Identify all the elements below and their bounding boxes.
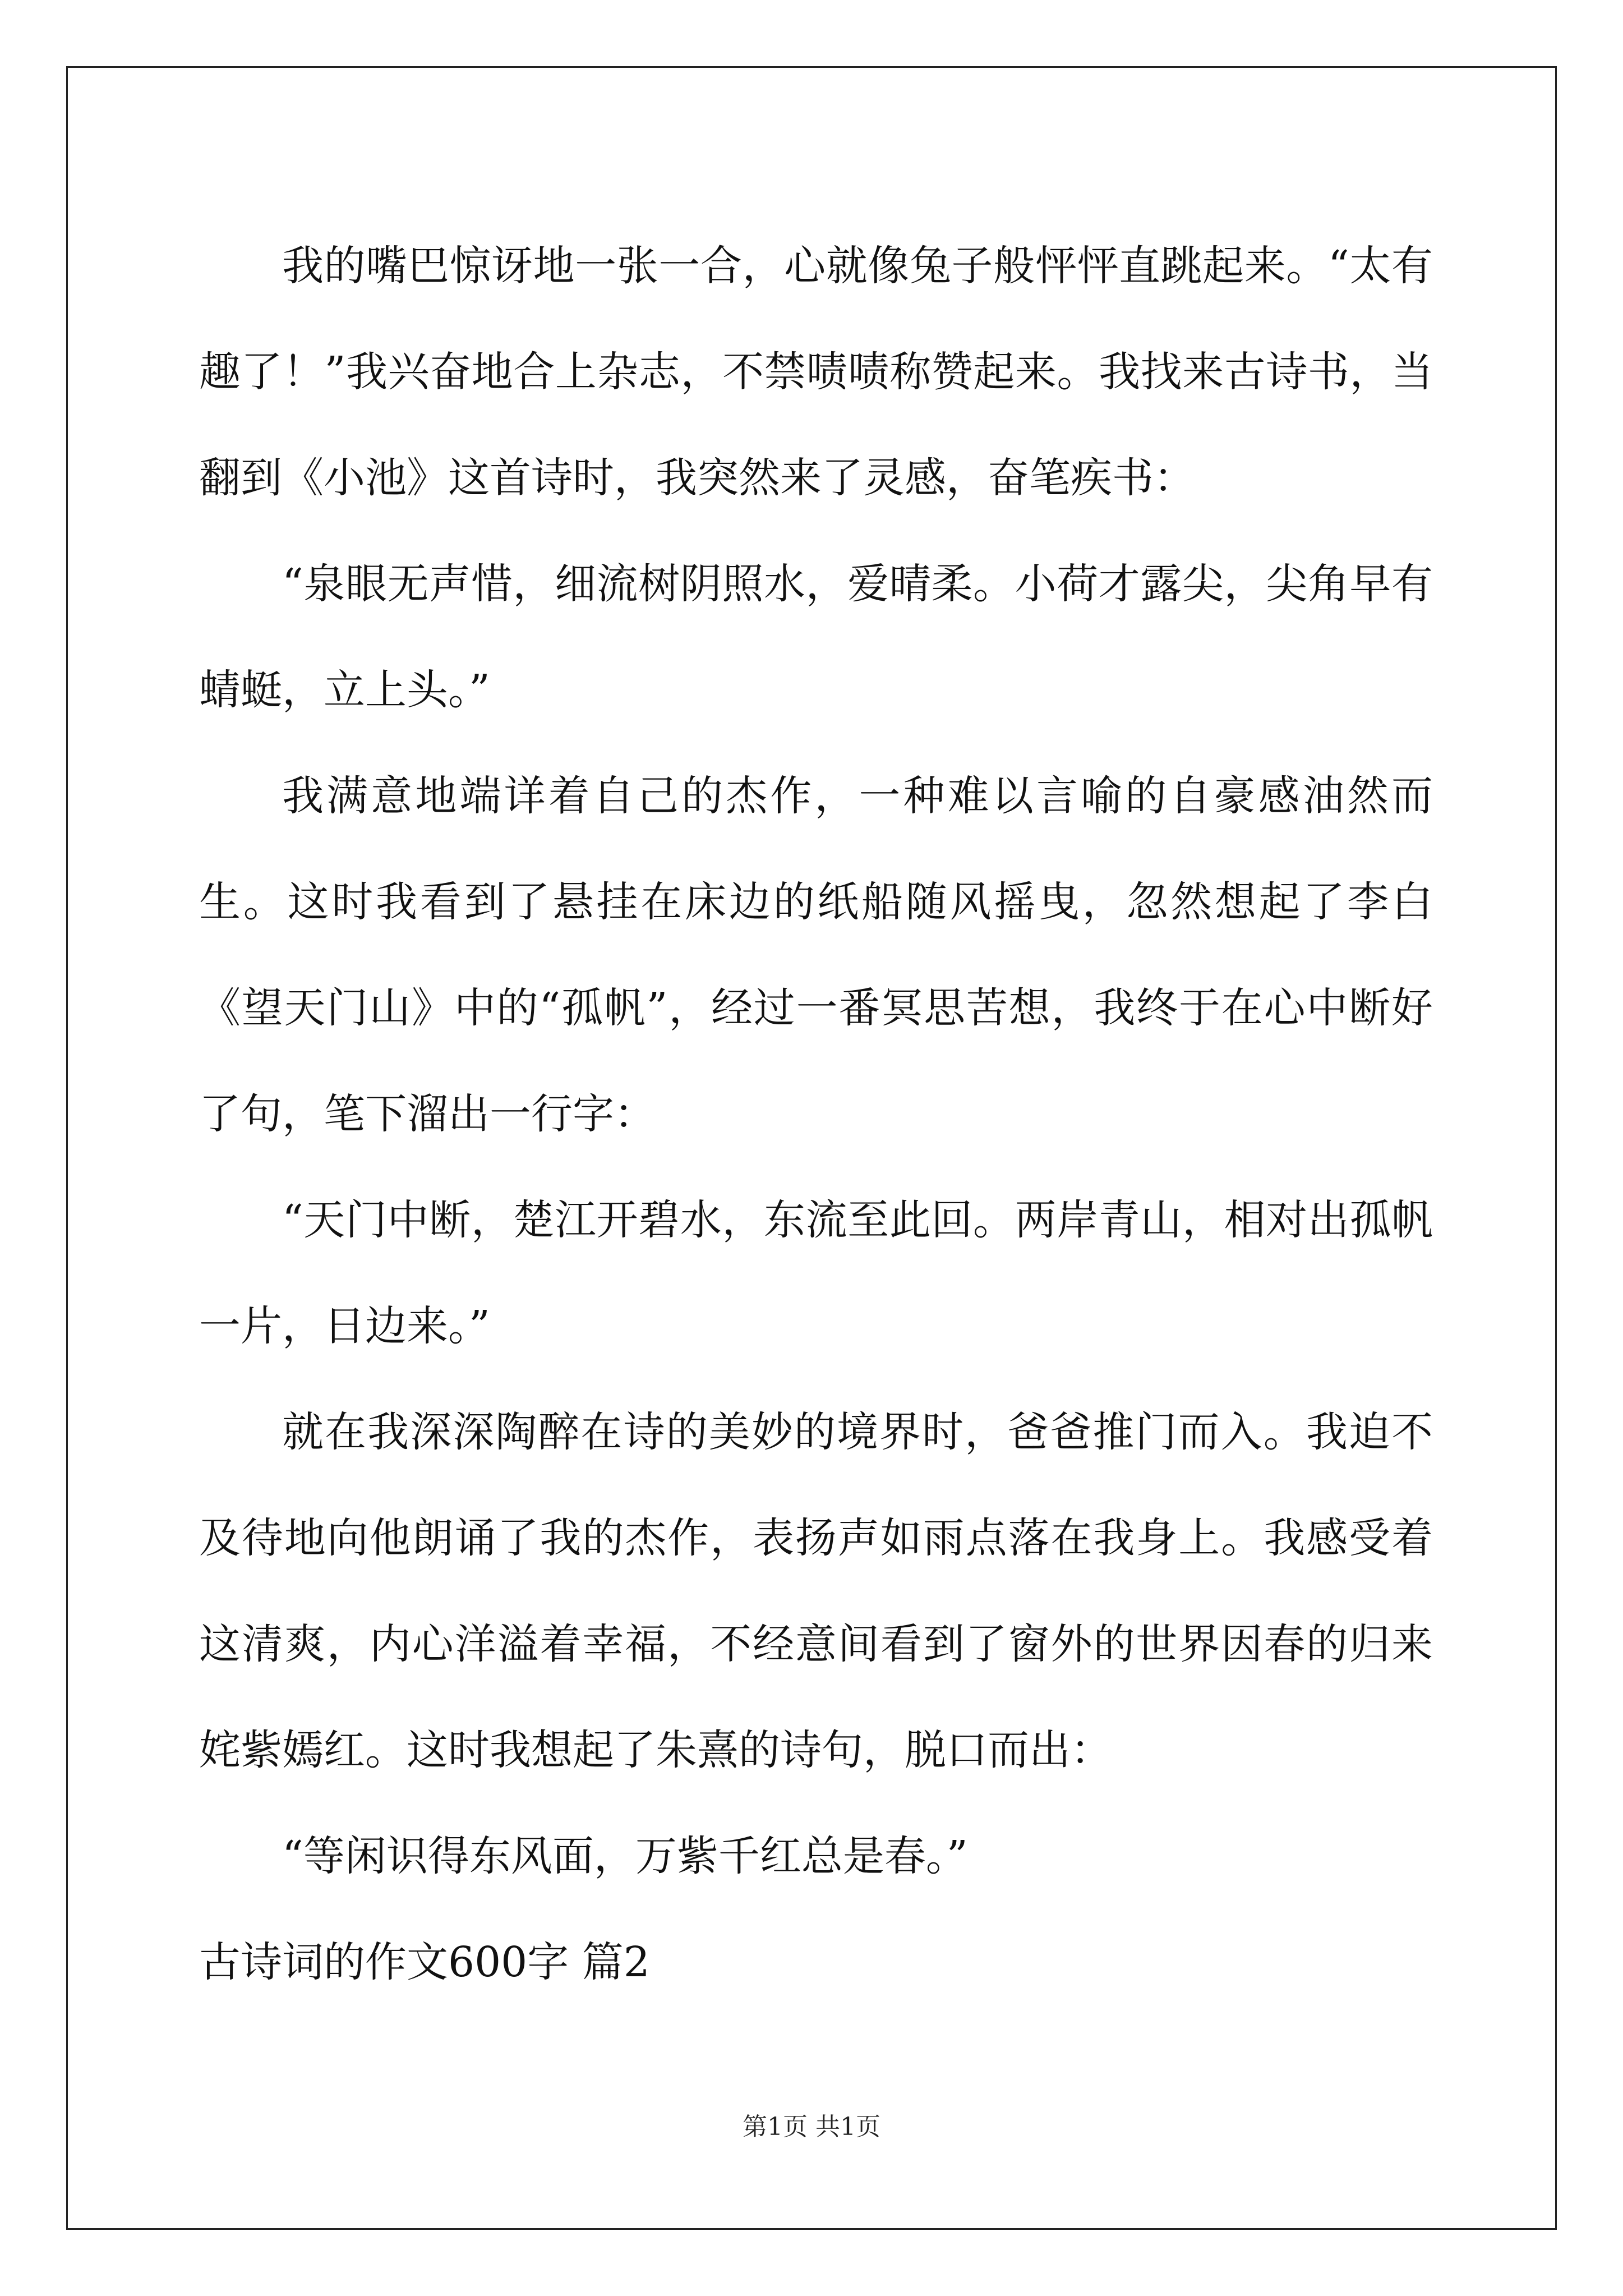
paragraph-3: 我满意地端详着自己的杰作，一种难以言喻的自豪感油然而生。这时我看到了悬挂在床边的纸船随风摇曳，忽然想起了李白《望天门山》中的“孤帆”，经过一番冥思苦想，我终于在心中断好了句，笔下溜出一行字： — [199, 772, 1433, 1138]
page-footer: 第1页 共1页 — [743, 2113, 880, 2141]
paragraph-1: 我的嘴巴惊讶地一张一合，心就像兔子般怦怦直跳起来。“太有趣了！”我兴奋地合上杂志，不禁啧啧称赞起来。我找来古诗书，当翻到《小池》这首诗时，我突然来了灵感，奋笔疾书： — [199, 242, 1433, 502]
section-heading: 古诗词的作文600字 篇2 — [199, 1938, 650, 1986]
paragraph-2-quote: “泉眼无声惜，细流树阴照水，爱晴柔。小荷才露尖，尖角早有蜻蜓，立上头。” — [199, 560, 1433, 714]
paragraph-5: 就在我深深陶醉在诗的美妙的境界时，爸爸推门而入。我迫不及待地向他朗诵了我的杰作，表扬声如雨点落在我身上。我感受着这清爽，内心洋溢着幸福，不经意间看到了窗外的世界因春的归来姹紫嫣红。这时我想起了朱熹的诗句，脱口而出： — [199, 1408, 1433, 1774]
document-body — [199, 213, 1433, 2016]
paragraph-6-quote: “等闲识得东风面，万紫千红总是春。” — [282, 1832, 968, 1880]
paragraph-4-quote: “天门中断，楚江开碧水，东流至此回。两岸青山，相对出孤帆一片，日边来。” — [199, 1196, 1433, 1350]
